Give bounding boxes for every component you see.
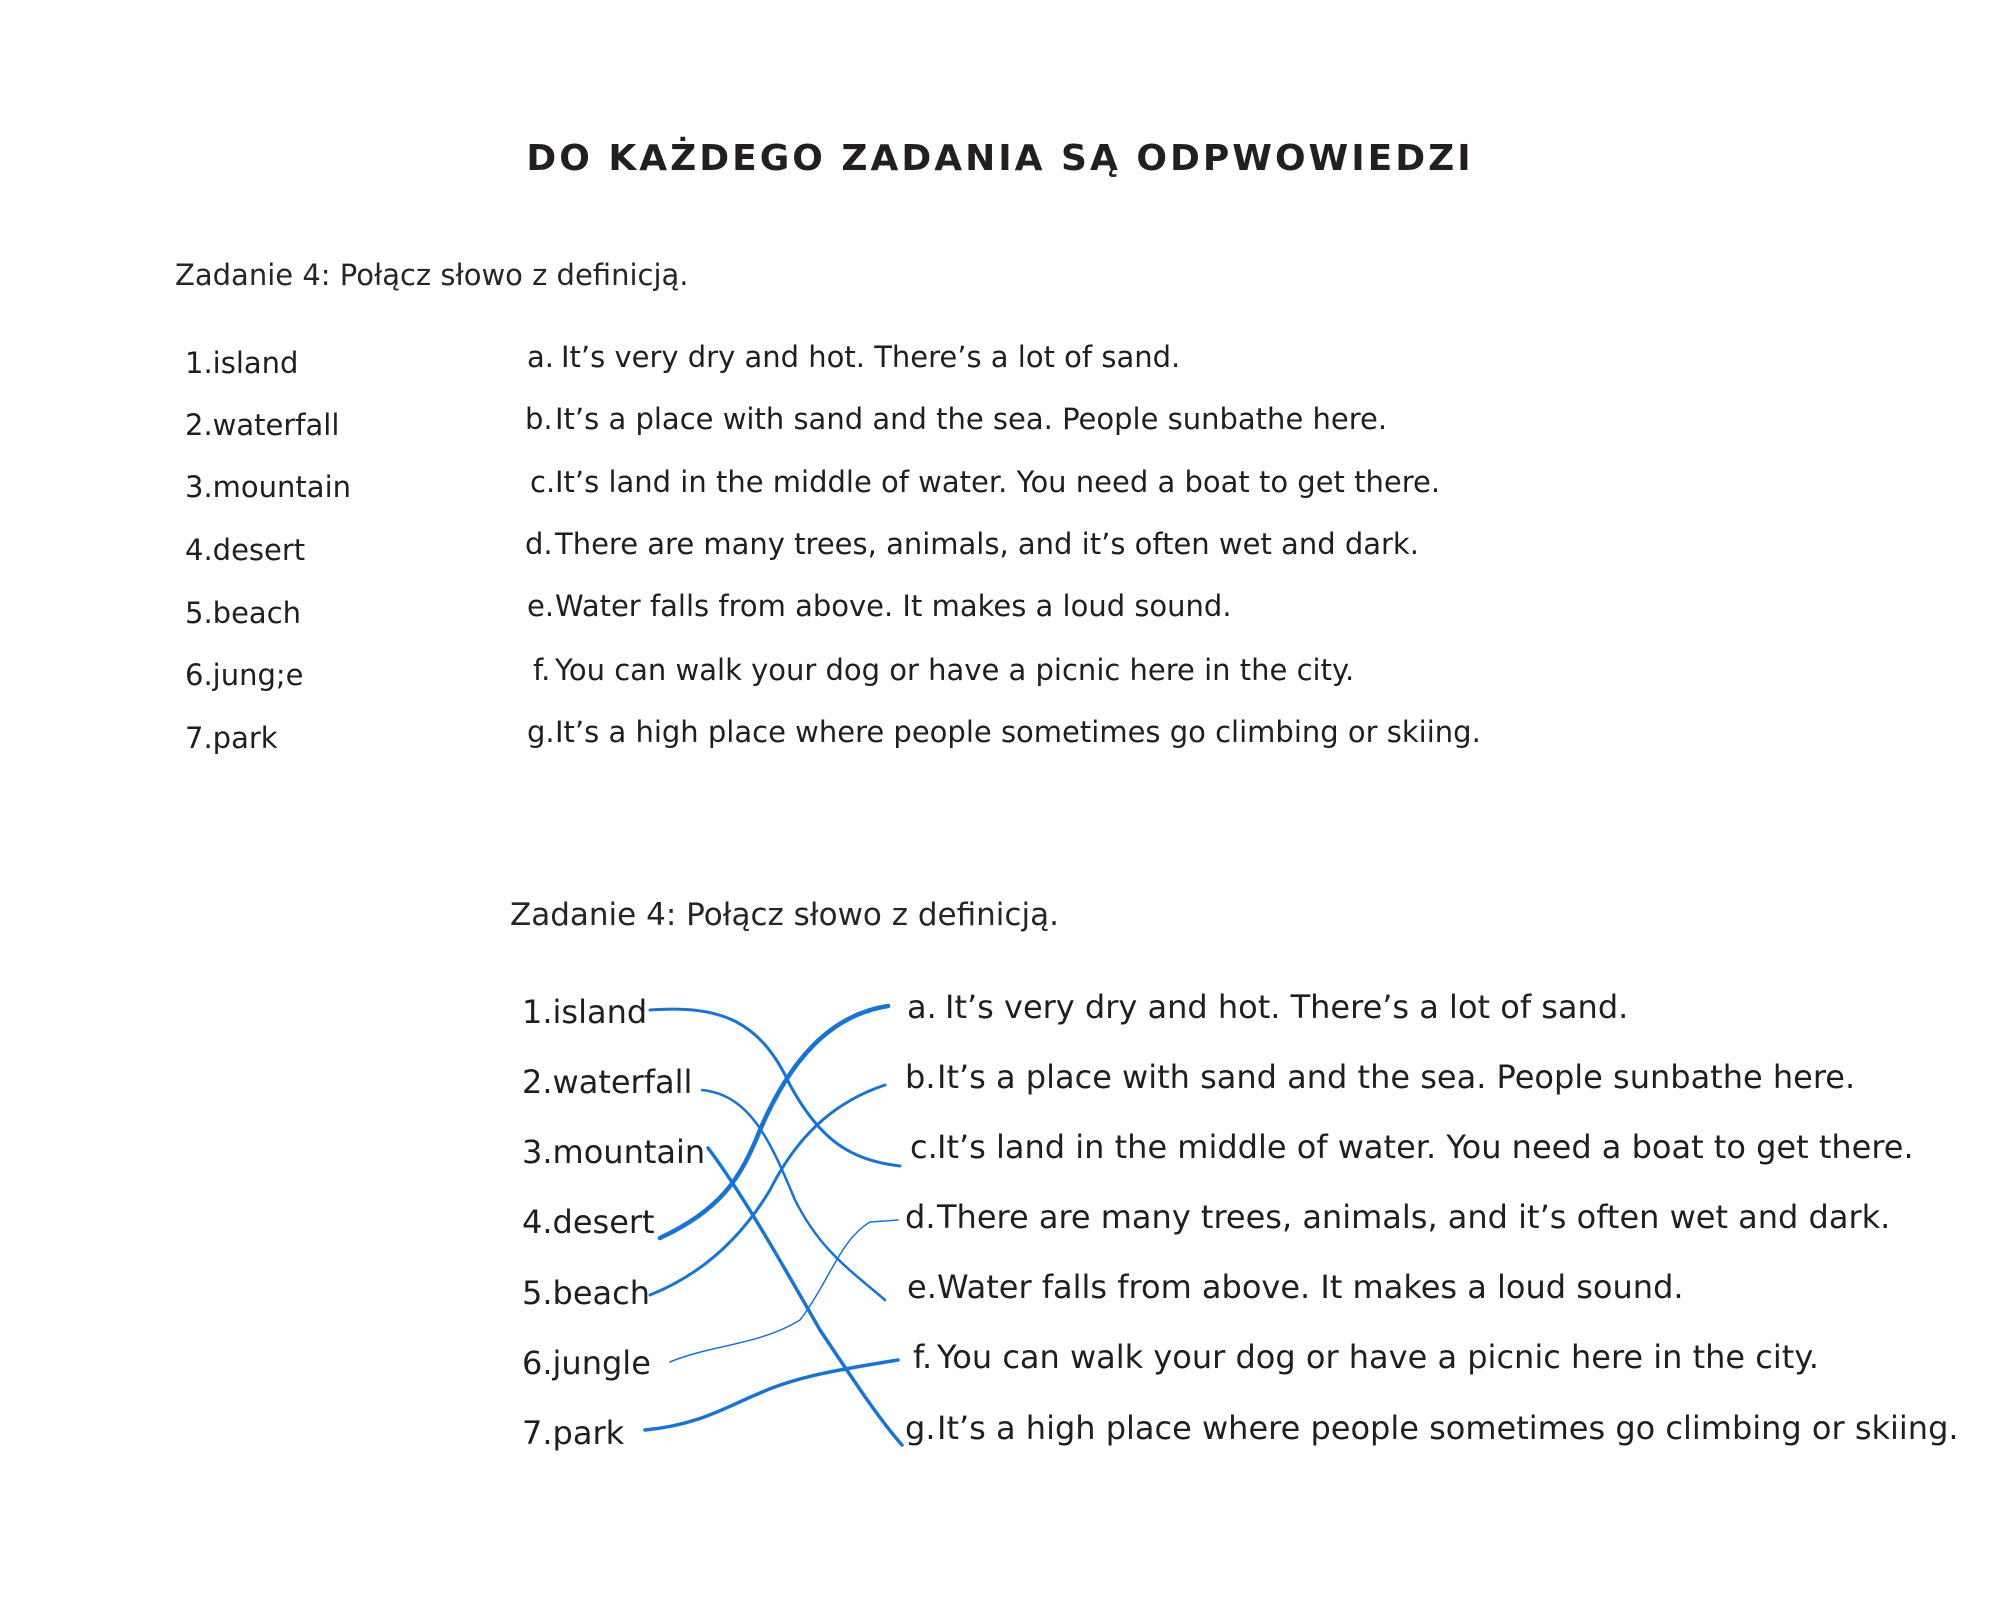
definition-letter: f. xyxy=(533,653,551,687)
word-label: desert xyxy=(552,1203,655,1241)
word-number: 2. xyxy=(185,408,213,442)
match-line-jungle-d xyxy=(670,1220,898,1362)
definition-letter: e. xyxy=(527,589,555,623)
definition-letter: a. xyxy=(907,988,937,1026)
definition-text: Water falls from above. It makes a loud sound. xyxy=(937,1268,1684,1306)
word-label: mountain xyxy=(552,1133,706,1171)
word-number: 4. xyxy=(522,1203,553,1241)
definition-text: It’s land in the middle of water. You need a boat to get there. xyxy=(937,1128,1914,1166)
word-label: desert xyxy=(212,533,306,567)
definition-letter: a. xyxy=(527,340,554,374)
match-line-mountain-g xyxy=(708,1148,902,1445)
answer-key-heading: Zadanie 4: Połącz słowo z definicją. xyxy=(510,897,1059,933)
word-label: park xyxy=(552,1414,625,1452)
word-label: island xyxy=(552,993,648,1031)
word-number: 6. xyxy=(185,658,213,692)
definition-text: It’s a high place where people sometimes go climbing or skiing. xyxy=(555,715,1481,749)
definition-letter: c. xyxy=(530,465,556,499)
definition-text: Water falls from above. It makes a loud sound. xyxy=(555,589,1232,623)
word-label: waterfall xyxy=(212,408,340,442)
match-line-island-c xyxy=(650,1009,900,1166)
definition-letter: f. xyxy=(913,1338,933,1376)
definition-text: It’s very dry and hot. There’s a lot of sand. xyxy=(945,988,1629,1026)
match-line-waterfall-e xyxy=(702,1090,885,1300)
definition-letter: b. xyxy=(525,402,553,436)
page-title: DO KAŻDEGO ZADANIA SĄ ODPWOWIEDZI xyxy=(526,138,1474,179)
definition-letter: c. xyxy=(910,1128,938,1166)
word-number: 2. xyxy=(522,1063,553,1101)
word-number: 5. xyxy=(185,596,213,630)
definition-text: You can walk your dog or have a picnic here in the city. xyxy=(937,1338,1819,1376)
definition-text: There are many trees, animals, and it’s often wet and dark. xyxy=(937,1198,1891,1236)
word-label: island xyxy=(212,346,299,380)
definition-letter: b. xyxy=(905,1058,936,1096)
word-number: 6. xyxy=(522,1344,553,1382)
word-label: waterfall xyxy=(552,1063,693,1101)
word-number: 4. xyxy=(185,533,213,567)
match-line-park-f xyxy=(645,1360,898,1430)
word-label: park xyxy=(212,721,278,755)
definition-letter: e. xyxy=(907,1268,937,1306)
word-label: beach xyxy=(212,596,302,630)
definition-text: It’s a place with sand and the sea. People sunbathe here. xyxy=(555,402,1388,436)
definition-letter: g. xyxy=(905,1409,936,1447)
definition-letter: d. xyxy=(905,1198,936,1236)
word-label: mountain xyxy=(212,470,352,504)
definition-text: It’s very dry and hot. There’s a lot of sand. xyxy=(561,340,1181,374)
word-label: jungle xyxy=(552,1344,651,1382)
word-number: 3. xyxy=(522,1133,553,1171)
definition-text: It’s land in the middle of water. You need a boat to get there. xyxy=(555,465,1441,499)
definition-text: It’s a place with sand and the sea. People sunbathe here. xyxy=(937,1058,1856,1096)
definition-letter: d. xyxy=(525,527,553,561)
definition-text: There are many trees, animals, and it’s often wet and dark. xyxy=(555,527,1419,561)
word-number: 3. xyxy=(185,470,213,504)
word-label: beach xyxy=(552,1274,651,1312)
match-line-desert-a xyxy=(660,1006,888,1238)
word-number: 5. xyxy=(522,1274,553,1312)
exercise-heading: Zadanie 4: Połącz słowo z definicją. xyxy=(175,258,689,292)
word-label: jung;e xyxy=(212,658,304,692)
word-number: 1. xyxy=(522,993,553,1031)
word-number: 7. xyxy=(185,721,213,755)
word-number: 7. xyxy=(522,1414,553,1452)
word-number: 1. xyxy=(185,346,213,380)
definition-letter: g. xyxy=(527,715,555,749)
definition-text: You can walk your dog or have a picnic here in the city. xyxy=(555,653,1355,687)
definition-text: It’s a high place where people sometimes go climbing or skiing. xyxy=(937,1409,1959,1447)
